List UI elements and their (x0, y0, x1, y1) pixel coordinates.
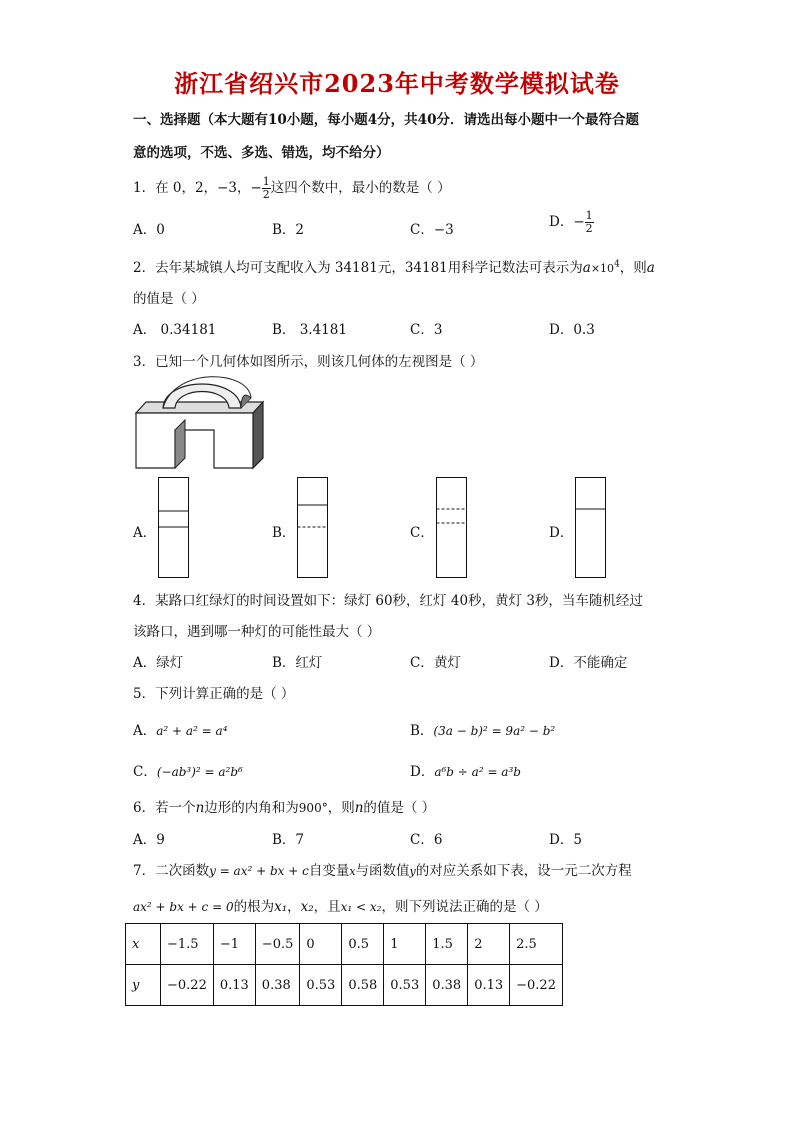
question-7-line2 (133, 895, 548, 915)
q7-post: 的对应关系如下表，设一元二次方程 (415, 863, 632, 879)
q1-option-d-label: D．− (549, 214, 585, 230)
table-cell: 0.58 (342, 965, 384, 1006)
table-cell: 0 (300, 924, 342, 965)
q6-pre: 6．若一个 (133, 800, 196, 816)
question-4-line1: 4．某路口红绿灯的时间设置如下：绿灯 60秒，红灯 40秒，黄灯 3秒，当车随机经过 (133, 593, 643, 609)
q7-line2-post: ，则下列说法正确的是（ ） (381, 899, 548, 915)
q7-ineq: x₁ < x₂ (340, 900, 382, 914)
table-cell: 0.53 (384, 965, 426, 1006)
q1-option-c: C．−3 (410, 222, 454, 238)
table-cell: 0.53 (300, 965, 342, 1006)
q6-deg: 900° (298, 801, 328, 815)
q5-option-a-label: A． (133, 723, 157, 739)
q6-option-b: B．7 (272, 832, 305, 848)
q1-option-d-fraction (585, 210, 594, 235)
question-3: 3．已知一个几何体如图所示，则该几何体的左视图是（ ） (133, 354, 484, 370)
table-cell: −0.22 (510, 965, 563, 1006)
q1-optd-den: 2 (585, 222, 593, 235)
table-header-y: y (126, 965, 161, 1006)
q1-option-d (549, 210, 594, 235)
q6-mid2: ，则 (327, 800, 355, 816)
q5-option-a-expr: a² + a² = a⁴ (156, 724, 228, 738)
q1-option-a: A．0 (133, 222, 165, 238)
table-cell: −0.5 (255, 924, 300, 965)
q2-tail: ，则 (619, 260, 647, 276)
table-cell: 0.5 (342, 924, 384, 965)
q3-solid-figure (133, 380, 273, 475)
q7-x2: x₂ (300, 899, 314, 915)
q4-option-d: D．不能确定 (549, 655, 628, 671)
q3-option-c: C． (410, 525, 434, 541)
q7-x: x (349, 865, 356, 878)
q5-option-c-expr: (−ab³)² = a²b⁶ (156, 765, 243, 779)
q1-pre: 1．在 0，2，−3， (133, 180, 251, 196)
q7-eq: ax² + bx + c = 0 (133, 900, 234, 914)
q2-expr-a: a (582, 260, 591, 276)
q4-option-c: C．黄灯 (410, 655, 461, 671)
table-cell: 1.5 (426, 924, 468, 965)
q7-mid: 自变量 (308, 863, 350, 879)
q1-option-b: B．2 (272, 222, 305, 238)
q3-option-b: B． (272, 525, 296, 541)
q2-text: 2．去年某城镇人均可支配收入为 34181元，34181用科学记数法可表示为 (133, 260, 583, 276)
q7-mid2: 与函数值 (355, 863, 410, 879)
q3-option-a-figure (158, 477, 190, 579)
question-2-line2: 的值是（ ） (133, 291, 205, 307)
q7-line2-mid: 的根为 (233, 899, 275, 915)
q2-option-c: C．3 (410, 322, 443, 338)
q6-n: n (195, 800, 205, 816)
q6-post: 的值是（ ） (363, 800, 436, 816)
q3-option-c-figure (436, 477, 468, 579)
q6-mid: 边形的内角和为 (204, 800, 299, 816)
q1-post: 这四个数中，最小的数是（ ） (270, 180, 451, 196)
q3-option-d-figure (575, 477, 607, 579)
table-cell: −1 (213, 924, 255, 965)
table-cell: 0.13 (468, 965, 510, 1006)
q1-frac-den: 2 (262, 188, 270, 201)
question-4-line2: 该路口，遇到哪一种灯的可能性最大（ ） (133, 624, 381, 640)
table-cell: 0.38 (426, 965, 468, 1006)
page-title: 浙江省绍兴市2023年中考数学模拟试卷 (174, 69, 620, 98)
q1-neg: − (250, 180, 262, 196)
q7-y: y (409, 865, 416, 878)
table-cell: 1 (384, 924, 426, 965)
q7-func: y = ax² + bx + c (209, 864, 309, 878)
q5-option-d-label: D． (410, 764, 435, 780)
q5-option-b-label: B． (410, 723, 434, 739)
q6-option-c: C．6 (410, 832, 443, 848)
q5-option-d (410, 760, 521, 780)
question-5: 5．下列计算正确的是（ ） (133, 686, 295, 702)
q5-option-c (133, 760, 243, 780)
q4-option-b: B．红灯 (272, 655, 323, 671)
section-header-line2: 意的选项，不选、多选、错选，均不给分） (133, 145, 390, 161)
q1-fraction (262, 176, 271, 201)
table-cell: 2 (468, 924, 510, 965)
question-6 (133, 796, 435, 816)
q7-line2-mid2: ，且 (313, 899, 341, 915)
table-row (126, 965, 563, 1006)
table-cell: −0.22 (161, 965, 214, 1006)
q2-option-d: D．0.3 (549, 322, 595, 338)
q2-expr-exp: 4 (614, 259, 620, 270)
q6-option-a: A．9 (133, 832, 165, 848)
q2-option-b: B． 3.4181 (272, 322, 347, 338)
table-header-x: x (126, 924, 161, 965)
q6-option-d: D．5 (549, 832, 582, 848)
q4-option-a: A．绿灯 (133, 655, 184, 671)
q6-n2: n (354, 800, 364, 816)
table-cell: 0.13 (213, 965, 255, 1006)
table-cell: −1.5 (161, 924, 214, 965)
question-1 (133, 176, 451, 201)
q5-option-d-expr: a⁶b ÷ a² = a³b (434, 765, 521, 779)
q5-option-b (410, 719, 555, 739)
q1-optd-num: 1 (585, 209, 593, 222)
q1-frac-num: 1 (262, 175, 270, 188)
q3-option-b-figure (297, 477, 329, 579)
table-cell: 2.5 (510, 924, 563, 965)
q3-option-d: D． (549, 525, 574, 541)
section-header-line1: 一、选择题（本大题有10小题，每小题4分，共40分．请选出每小题中一个最符合题 (133, 112, 639, 128)
question-2-line1 (133, 256, 655, 276)
q2-option-a: A． 0.34181 (133, 322, 217, 338)
question-7-line1 (133, 859, 632, 879)
q7-x1: x₁ (274, 899, 288, 915)
q2-expr-times: ×10 (590, 262, 615, 275)
q5-option-a (133, 719, 228, 739)
q7-pre: 7．二次函数 (133, 863, 210, 879)
table-row (126, 924, 563, 965)
table-cell: 0.38 (255, 965, 300, 1006)
q3-option-a: A． (133, 525, 157, 541)
q7-value-table (125, 923, 563, 1006)
q2-tail-a: a (646, 260, 655, 276)
q7-comma: ， (287, 899, 301, 915)
q5-option-c-label: C． (133, 764, 157, 780)
q5-option-b-expr: (3a − b)² = 9a² − b² (433, 724, 556, 738)
